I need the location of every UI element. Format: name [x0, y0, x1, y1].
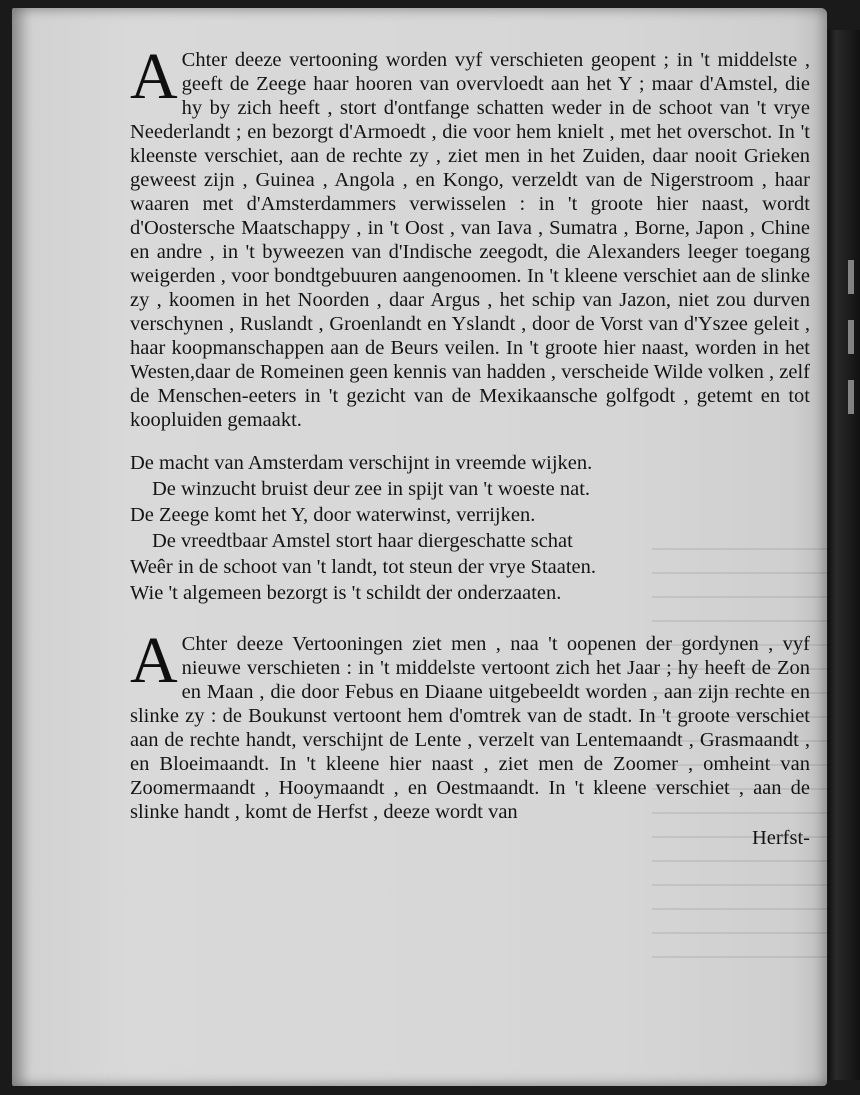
- verse-line: De winzucht bruist deur zee in spijt van 't woeste nat.: [152, 478, 591, 500]
- drop-cap-2: A: [130, 624, 178, 697]
- verse-line: De Zeege komt het Y, door waterwinst, verrijken.: [130, 504, 536, 526]
- paragraph-1-text: Chter deeze vertooning worden vyf verschieten geopent ; in 't middelste , geeft de Zeege haar hooren van overvloedt aan het Y ; maar d'Amstel, die hy by zich heeft , stort d'ontfange schatten weder in de schoot van 't vrye Neederlandt ; en bezorgt d'Armoedt , die voor hem knielt , met het overschot. In 't kleenste verschiet, aan de rechte zy , ziet men in het Zuiden, daar nooit Grieken geweest zijn , Guinea , Angola , en Kongo, verzeldt van de Nigerstroom , haar waaren met d'Amsterdammers verwisselen : in 't groote hier naast, wordt d'Oostersche Maatschappy , in 't Oost , van Iava , Sumatra , Borne, Japon , Chine en andre , in 't byweezen van d'Indische zeegodt, die Alexanders leeger toegang weigerden , voor bondtgebuuren aangenoomen. In 't kleene verschiet aan de slinke zy , koomen in het Noorden , daar Argus , het schip van Jazon, niet zou durven verschynen , Ruslandt , Groenlandt en Yslandt , door de Vorst van d'Yszee geleit , haar koopmanschappen aan de Beurs veilen. In 't groote hier naast, worden in het Westen,daar de Romeinen geen kennis van hadden , verscheide Wilde volken , zelf de Menschen-eeters in 't gezicht van de Mexikaansche golfgodt , getemt en tot koopluiden gemaakt.: [130, 49, 810, 431]
- catchword: Herfst-: [751, 827, 810, 849]
- paragraph-2-text: Chter deeze Vertooningen ziet men , naa 't oopenen der gordynen , vyf nieuwe verschieten : in 't middelste vertoont zich het Jaar ; hy heeft de Zon en Maan , die door Febus en Diaane uitgebeeldt worden , aan zijn rechte en slinke zy : de Boukunst vertoont hem d'omtrek van de stadt. In 't groote verschiet aan de rechte handt, verschijnt de Lente , verzelt van Lentemaandt , Grasmaandt , en Bloeimaandt. In 't kleene hier naast , ziet men de Zoomer , omheint van Zoomermaandt , Hooymaandt , en Oestmaandt. In 't kleene verschiet , aan de slinke handt , komt de Herfst , deeze wordt van: [130, 633, 810, 823]
- next-page-edge-marks: [848, 260, 858, 460]
- book-gutter-right: [828, 30, 860, 1080]
- drop-cap-1: A: [130, 40, 178, 113]
- paragraph-2: [130, 624, 810, 824]
- verse-line: Wie 't algemeen bezorgt is 't schildt der onderzaaten.: [130, 582, 562, 604]
- verse-block: [130, 450, 810, 606]
- verse-line: Weêr in de schoot van 't landt, tot steun der vrye Staaten.: [130, 556, 597, 578]
- paragraph-1: [130, 40, 810, 432]
- verse-line: De macht van Amsterdam verschijnt in vreemde wijken.: [130, 452, 593, 474]
- verse-line: De vreedtbaar Amstel stort haar diergeschatte schat: [152, 530, 573, 552]
- page-text-block: [130, 40, 810, 850]
